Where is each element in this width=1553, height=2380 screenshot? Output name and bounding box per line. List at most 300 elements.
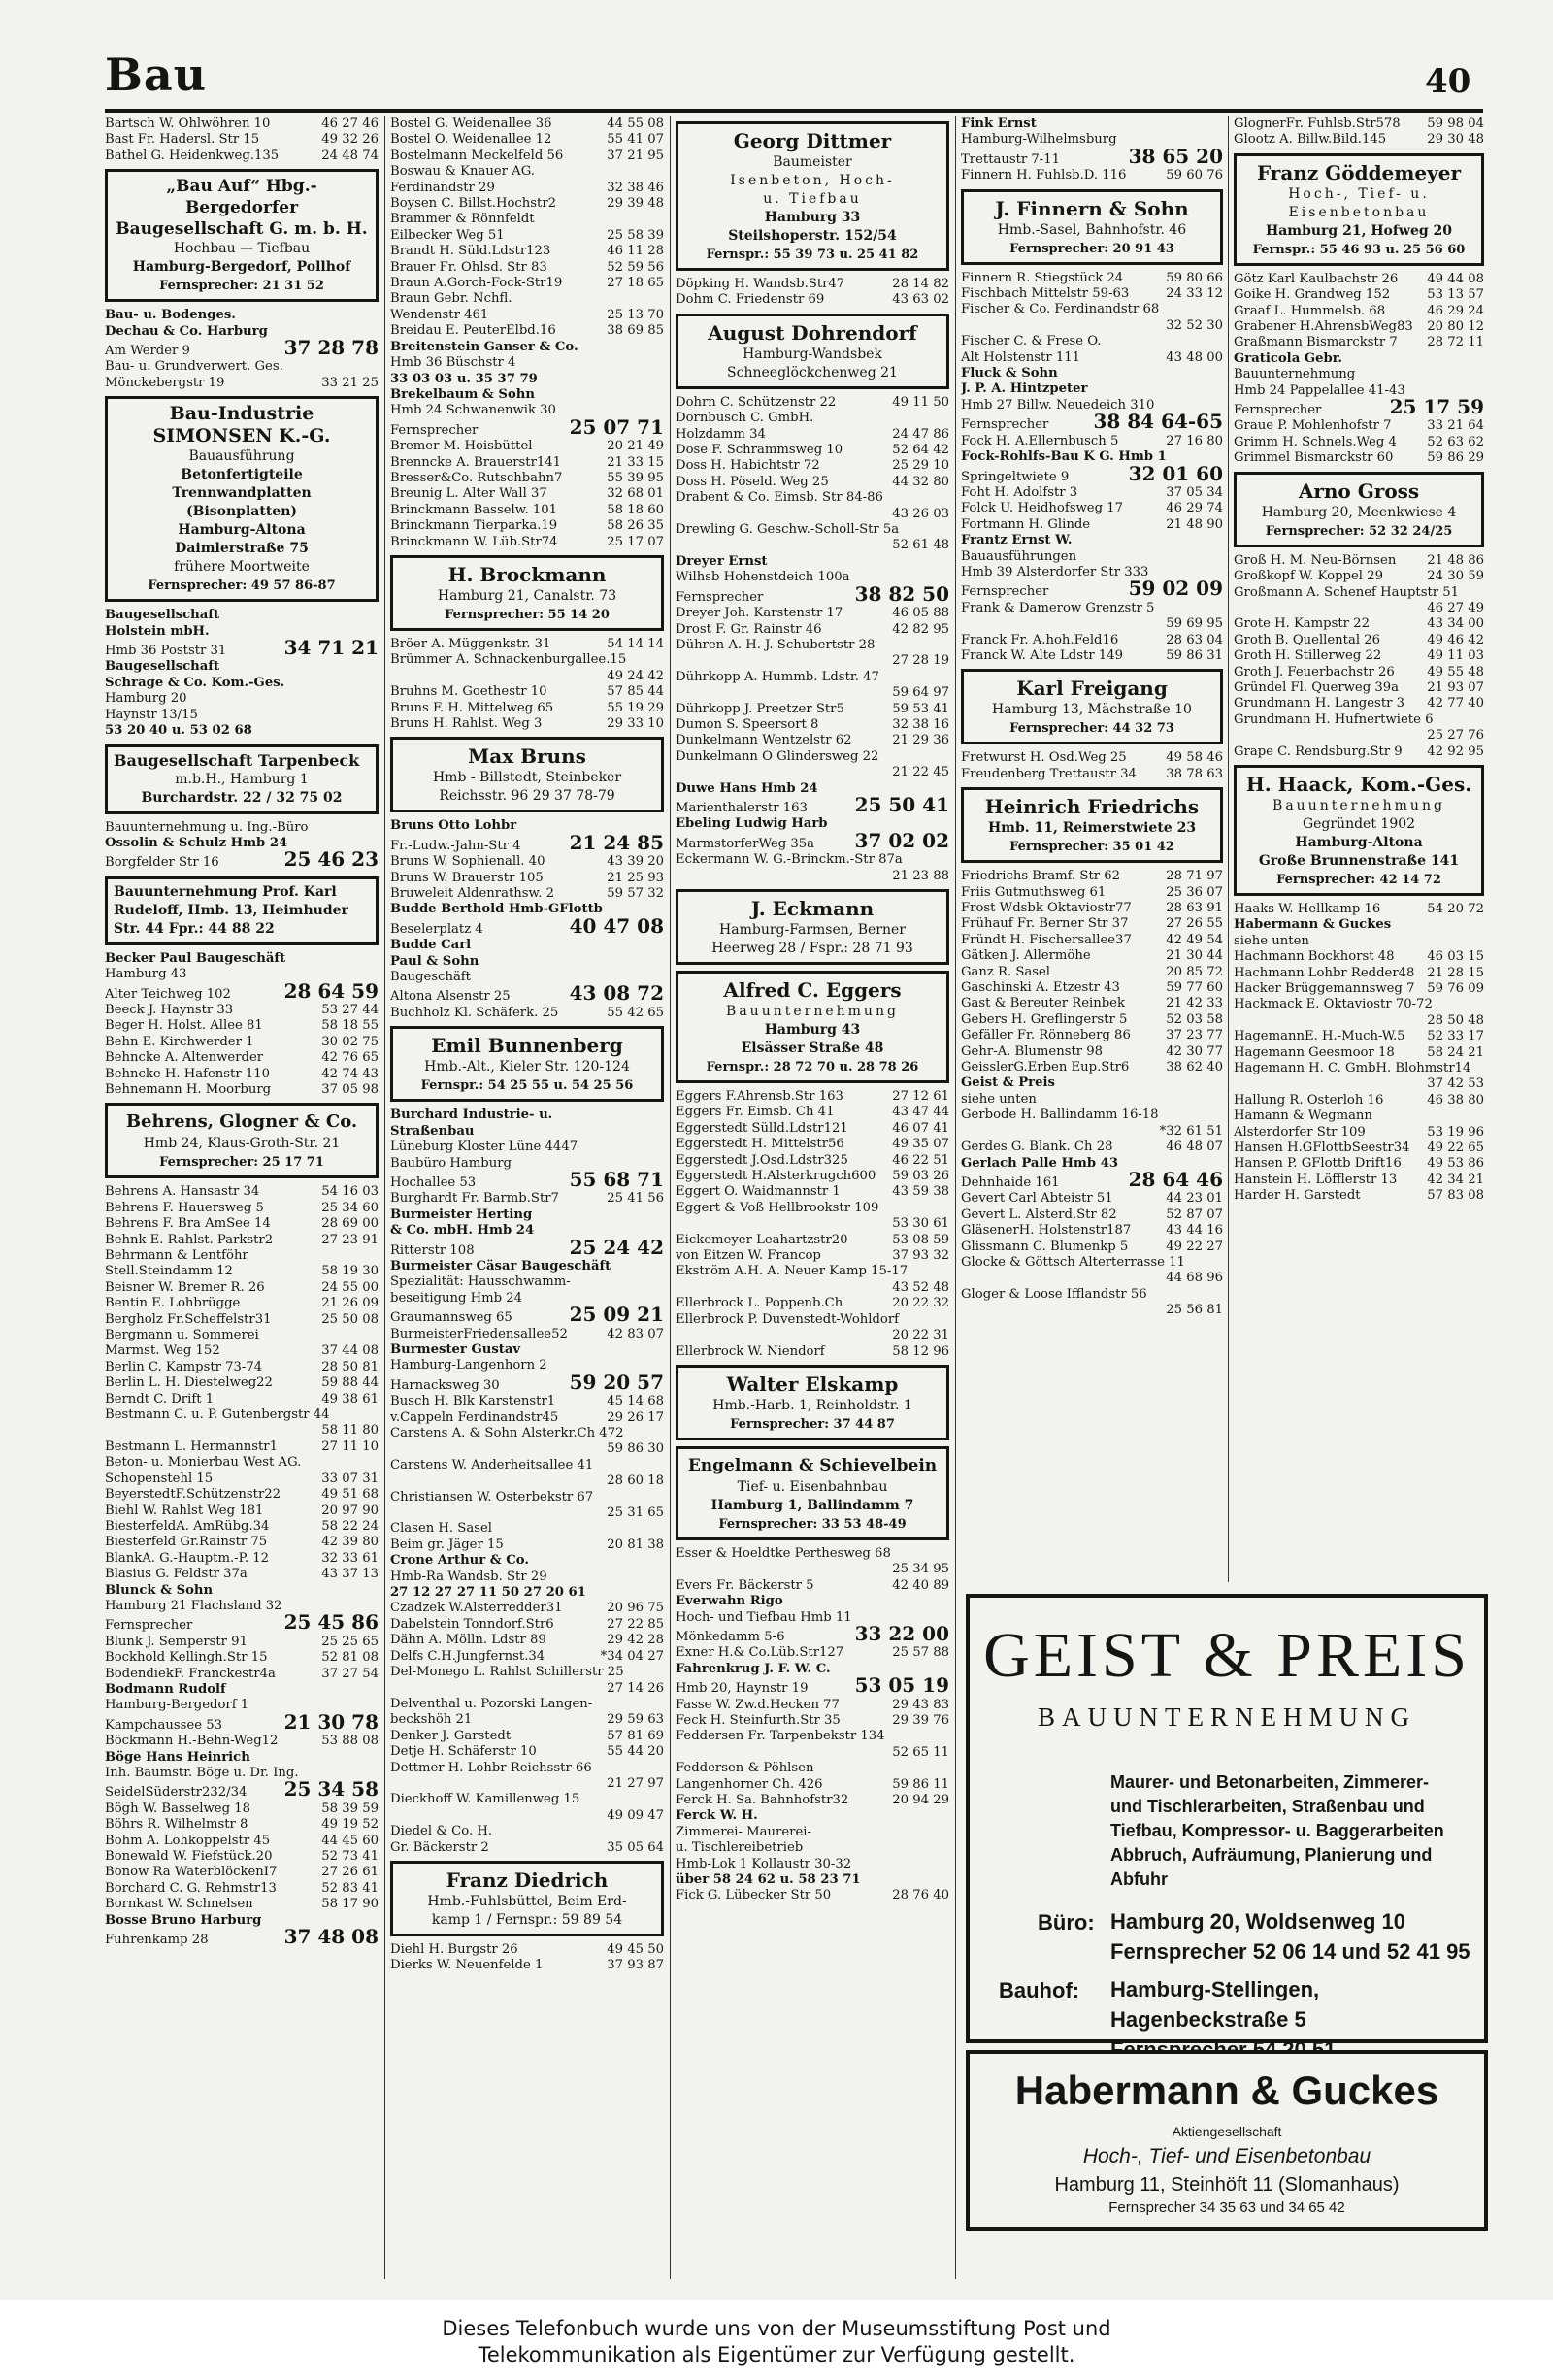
listing-phone: 20 96 75 <box>607 1601 664 1616</box>
listing-name: Hmb-Lok 1 Kollaustr 30-32 <box>676 1856 852 1871</box>
listing-entry <box>1234 383 1484 399</box>
listing-name: Bergmann u. Sommerei <box>105 1328 259 1343</box>
listing-entry <box>676 1857 949 1872</box>
listing-phone: 25 46 23 <box>283 851 379 872</box>
listing-phone: 49 46 42 <box>1427 632 1484 647</box>
listing-entry <box>390 716 664 732</box>
listing-entry <box>105 1003 379 1018</box>
listing-name: Hmb 27 Billw. Neuedeich 310 <box>961 397 1155 413</box>
listing-entry <box>105 1750 379 1766</box>
listing-name: GeisslerG.Erben Eup.Str6 <box>961 1060 1130 1075</box>
listing-phone: 49 11 03 <box>1427 648 1484 664</box>
listing-name: über 58 24 62 u. 58 23 71 <box>676 1872 861 1888</box>
listing-entry <box>105 1567 379 1582</box>
listing-name: Dehnhaide 161 <box>961 1174 1060 1190</box>
listing-phone: 21 27 97 <box>607 1775 664 1791</box>
listing-phone: 37 27 54 <box>321 1666 379 1681</box>
ad-engelmann-schievelbein: Engelmann & Schievelbein Tief- u. Eisenbahnbau Hamburg 1, Ballindamm 7 Fernsprecher: 33 53 48-49 <box>676 1446 949 1540</box>
listing-name: Kampchaussee 53 <box>105 1717 223 1733</box>
listing-phone: 49 55 48 <box>1427 664 1484 679</box>
listing-name: Bostel G. Weidenallee 36 <box>390 116 552 131</box>
listing-entry <box>390 886 664 902</box>
listing-name: Bruns W. Brauerstr 105 <box>390 870 544 885</box>
listing-entry <box>105 340 379 359</box>
listing-entry <box>105 1439 379 1455</box>
listing-entry <box>390 1744 664 1760</box>
listing-phone: 42 30 77 <box>1166 1043 1223 1059</box>
listing-phone: 43 52 48 <box>892 1279 949 1295</box>
listing-entry <box>390 355 664 371</box>
listing-entry <box>390 196 664 212</box>
listing-entry <box>1234 1188 1484 1204</box>
listing-name: Großmann A. Schenef Hauptstr 51 <box>1234 584 1460 600</box>
listing-name: Biesterfeld Gr.Rainstr 75 <box>105 1535 268 1550</box>
listing-name: Graticola Gebr. <box>1234 350 1343 366</box>
listing-entry <box>1234 601 1484 616</box>
listing-name: Inh. Baumstr. Böge u. Dr. Ing. <box>105 1766 299 1780</box>
listing-entry <box>390 701 664 716</box>
listing-phone: 54 20 72 <box>1427 901 1484 916</box>
listing-phone: 21 26 09 <box>321 1296 379 1311</box>
listing-entry <box>1234 367 1484 382</box>
listing-name: Fr.-Ludw.-Jahn-Str 4 <box>390 838 521 853</box>
listing-entry <box>676 554 949 570</box>
listing-entry <box>390 1306 664 1326</box>
listing-name: v.Cappeln Ferdinandstr45 <box>390 1409 559 1425</box>
listing-entry <box>676 606 949 621</box>
listing-entry <box>390 1156 664 1172</box>
listing-entry <box>676 1562 949 1577</box>
listing-name: Marmst. Weg 152 <box>105 1343 220 1359</box>
listing-name: Buchholz Kl. Schäferk. 25 <box>390 1005 559 1020</box>
listing-entry <box>105 1471 379 1487</box>
listing-name: Hmb 24 Pappelallee 41-43 <box>1234 382 1405 398</box>
listing-entry <box>676 586 949 606</box>
listing-phone: 32 01 60 <box>1128 465 1223 485</box>
listing-entry <box>390 419 664 439</box>
listing-name: Grundmann H. Hufnertwiete 6 <box>1234 711 1434 727</box>
listing-phone: 57 85 44 <box>607 684 664 700</box>
listing-name: Fink Ernst <box>961 116 1037 131</box>
listing-phone: 49 32 26 <box>321 132 379 148</box>
listing-name: Braun A.Gorch-Fock-Str19 <box>390 276 563 291</box>
entry-list <box>961 116 1223 184</box>
listing-name: Fernsprecher <box>390 422 479 438</box>
listing-entry <box>676 427 949 443</box>
listing-entry <box>390 1792 664 1807</box>
listing-name: Exner H.& Co.Lüb.Str127 <box>676 1645 844 1661</box>
listing-name: Eggert & Voß Hellbrookstr 109 <box>676 1200 879 1215</box>
listing-phone: 53 13 57 <box>1427 287 1484 303</box>
listing-name: Frost Wdsbk Oktaviostr77 <box>961 901 1132 915</box>
listing-phone: 21 25 93 <box>607 870 664 885</box>
listing-phone: 28 60 18 <box>607 1473 664 1489</box>
listing-phone: 55 42 65 <box>607 1005 664 1020</box>
listing-phone: 46 11 28 <box>607 244 664 259</box>
listing-name: Breidau E. PeuterElbd.16 <box>390 323 556 339</box>
listing-phone: 38 78 63 <box>1166 766 1223 781</box>
listing-entry <box>676 411 949 426</box>
listing-entry <box>676 1201 949 1216</box>
listing-entry <box>961 549 1223 565</box>
listing-name: Ferdinandstr 29 <box>390 180 495 195</box>
listing-entry <box>390 1006 664 1021</box>
listing-name: Alt Holstenstr 111 <box>961 349 1080 365</box>
listing-phone: 59 86 30 <box>607 1441 664 1457</box>
listing-phone: 52 87 07 <box>1166 1207 1223 1222</box>
listing-name: Hmb 36 Poststr 31 <box>105 644 227 659</box>
listing-entry <box>961 965 1223 980</box>
listing-phone: 25 13 70 <box>607 307 664 322</box>
listing-entry <box>961 501 1223 516</box>
ad-description: Maurer- und Betonarbeiten, Zimmerer- und Tischlerarbeiten, Straßenbau und Tiefbau, Kompressor- u. Baggerarbeiten Abbruch, Aufräumung, Planierung und Abfuhr <box>1110 1772 1444 1889</box>
listing-name: Fernsprecher <box>1234 403 1322 418</box>
listing-phone: 43 44 16 <box>1166 1223 1223 1239</box>
column-3 <box>676 116 949 2279</box>
listing-entry <box>676 1662 949 1677</box>
listing-entry <box>961 1060 1223 1075</box>
listing-name: Christiansen W. Osterbekstr 67 <box>390 1489 594 1504</box>
listing-entry <box>390 1426 664 1441</box>
listing-name: 33 03 03 u. 35 37 79 <box>390 371 538 386</box>
listing-phone: 53 05 19 <box>854 1677 949 1698</box>
listing-name: Wilhsb Hohenstdeich 100a <box>676 570 850 585</box>
listing-entry <box>390 1490 664 1505</box>
listing-name: Frantz Ernst W. <box>961 533 1073 548</box>
listing-entry <box>390 403 664 418</box>
listing-entry <box>105 951 379 967</box>
listing-name: Frank & Damerow Grenzstr 5 <box>961 600 1155 615</box>
listing-name: Ossolin & Schulz Hmb 24 <box>105 835 288 850</box>
listing-name: Haynstr 13/15 <box>105 707 198 722</box>
listing-name: & Co. mbH. Hmb 24 <box>390 1223 535 1239</box>
listing-phone: 59 86 31 <box>1166 647 1223 663</box>
listing-entry <box>676 1793 949 1808</box>
listing-entry <box>676 490 949 506</box>
listing-name: Fischer & Co. Ferdinandstr 68 <box>961 302 1160 317</box>
listing-entry <box>390 637 664 652</box>
listing-entry <box>105 1280 379 1296</box>
entry-list <box>1234 116 1484 149</box>
listing-name: Gerbode H. Ballindamm 16-18 <box>961 1107 1159 1123</box>
listing-name: Stell.Steindamm 12 <box>105 1264 233 1279</box>
listing-name: Bosse Bruno Harburg <box>105 1912 262 1928</box>
listing-entry <box>961 1044 1223 1060</box>
listing-name: Bestmann L. Hermannstr1 <box>105 1438 278 1454</box>
listing-entry <box>105 1849 379 1865</box>
listing-entry <box>105 1766 379 1781</box>
listing-entry <box>676 1233 949 1248</box>
listing-entry <box>961 948 1223 964</box>
listing-entry <box>676 1645 949 1661</box>
listing-entry <box>105 1881 379 1897</box>
listing-name: Gloger & Loose Ifflandstr 56 <box>961 1286 1147 1302</box>
listing-name: Carstens W. Anderheitsallee 41 <box>390 1457 594 1472</box>
listing-entry <box>676 1280 949 1296</box>
listing-phone: 29 43 83 <box>892 1697 949 1712</box>
listing-phone: 25 17 07 <box>607 534 664 549</box>
listing-entry <box>961 601 1223 616</box>
listing-entry <box>676 1248 949 1264</box>
listing-phone: 37 44 08 <box>321 1343 379 1359</box>
listing-name: Bathel G. Heidenkweg.135 <box>105 148 280 163</box>
listing-name: Doss H. Habichtstr 72 <box>676 458 820 474</box>
listing-name: Am Werder 9 <box>105 344 190 359</box>
listing-name: Bruweleit Aldenrathsw. 2 <box>390 886 555 902</box>
listing-entry <box>676 570 949 585</box>
listing-entry <box>390 1665 664 1680</box>
listing-phone: 25 56 81 <box>1166 1303 1223 1318</box>
listing-phone: 29 33 10 <box>607 716 664 731</box>
listing-entry <box>390 954 664 970</box>
listing-name: Berlin L. H. Diestelweg22 <box>105 1375 273 1391</box>
listing-entry <box>961 381 1223 397</box>
listing-name: Dühren A. H. J. Schubertstr 28 <box>676 637 876 652</box>
listing-name: BodendiekF. Franckestr4a <box>105 1666 276 1681</box>
listing-name: Bergholz Fr.Scheffelstr31 <box>105 1311 272 1327</box>
listing-phone: 29 42 28 <box>607 1633 664 1648</box>
listing-phone: 49 44 08 <box>1427 271 1484 286</box>
listing-name: Feddersen Fr. Tarpenbekstr 134 <box>676 1729 885 1744</box>
ad-brockmann: H. Brockmann Hamburg 21, Canalstr. 73 Fernsprecher: 55 14 20 <box>390 555 664 631</box>
listing-entry <box>105 1343 379 1359</box>
listing-entry <box>390 1712 664 1728</box>
listing-name: Trettaustr 7-11 <box>961 151 1061 167</box>
listing-phone: 44 32 80 <box>892 474 949 489</box>
listing-entry <box>1234 616 1484 632</box>
listing-name: Burmeister Cäsar Baugeschäft <box>390 1258 611 1273</box>
listing-entry <box>961 1028 1223 1043</box>
listing-phone: 42 82 95 <box>892 621 949 637</box>
listing-entry <box>676 622 949 638</box>
listing-name: Behrmann & Lentföhr <box>105 1248 248 1263</box>
listing-entry <box>961 398 1223 413</box>
listing-name: Dunkelmann O Glindersweg 22 <box>676 748 879 764</box>
listing-phone: 21 28 15 <box>1427 965 1484 980</box>
listing-phone: 43 08 72 <box>569 985 664 1006</box>
listing-phone: 28 50 81 <box>321 1359 379 1374</box>
listing-entry <box>961 271 1223 286</box>
listing-phone: 58 24 21 <box>1427 1044 1484 1060</box>
listing-phone: 58 17 90 <box>321 1897 379 1912</box>
listing-name: Dähn A. Mölln. Ldstr 89 <box>390 1633 546 1648</box>
listing-entry <box>105 1035 379 1050</box>
ad-dohrendorf: August Dohrendorf Hamburg-Wandsbek Schneeglöckchenweg 21 <box>676 314 949 389</box>
listing-phone: 33 22 00 <box>854 1625 949 1645</box>
listing-name: Drabent & Co. Eimsb. Str 84-86 <box>676 490 883 506</box>
listing-phone: 28 50 48 <box>1427 1012 1484 1028</box>
listing-entry <box>676 292 949 308</box>
listing-entry <box>1234 744 1484 760</box>
listing-entry <box>961 318 1223 334</box>
listing-entry <box>1234 1061 1484 1076</box>
listing-name: HagemannE. H.-Much-W.5 <box>1234 1029 1405 1044</box>
listing-phone: 57 81 69 <box>607 1728 664 1743</box>
listing-name: Freudenberg Trettaustr 34 <box>961 766 1137 781</box>
entry-list <box>961 750 1223 782</box>
listing-entry <box>105 1635 379 1650</box>
listing-entry <box>390 1729 664 1744</box>
listing-entry <box>105 1698 379 1713</box>
listing-name: Folck U. Heidhofsweg 17 <box>961 501 1123 516</box>
listing-name: Bostelmann Meckelfeld 56 <box>390 148 564 163</box>
listing-entry <box>390 1601 664 1616</box>
listing-entry <box>676 1594 949 1609</box>
listing-entry <box>961 1172 1223 1191</box>
listing-entry <box>676 749 949 765</box>
listing-phone: 52 59 56 <box>607 259 664 275</box>
listing-entry <box>1234 696 1484 711</box>
listing-phone: 20 81 38 <box>607 1537 664 1552</box>
listing-entry <box>1234 648 1484 664</box>
section-heading: Bau <box>105 49 208 101</box>
listing-name: Hachmann Lohbr Redder48 <box>1234 965 1415 980</box>
listing-entry <box>390 1172 664 1191</box>
listing-name: Berndt C. Drift 1 <box>105 1391 215 1406</box>
listing-phone: 37 93 32 <box>892 1248 949 1264</box>
entry-list <box>961 869 1223 1318</box>
listing-name: Hagemann Geesmoor 18 <box>1234 1044 1395 1060</box>
listing-phone: 20 80 12 <box>1427 319 1484 335</box>
listing-phone: 21 33 15 <box>607 454 664 470</box>
listing-name: Boswau & Knauer AG. <box>390 164 535 180</box>
entry-list <box>961 271 1223 665</box>
listing-name: Brinckmann Basselw. 101 <box>390 502 558 517</box>
listing-entry <box>390 985 664 1005</box>
listing-phone: 58 39 59 <box>321 1801 379 1816</box>
listing-phone: 25 07 71 <box>569 418 664 439</box>
listing-phone: 43 34 00 <box>1427 616 1484 632</box>
listing-entry <box>676 1328 949 1343</box>
entry-list <box>390 818 664 1021</box>
listing-entry <box>105 608 379 623</box>
listing-entry <box>105 1781 379 1801</box>
listing-entry <box>961 350 1223 366</box>
listing-name: Hamburg-Wilhelmsburg <box>961 132 1117 148</box>
listing-name: GlognerFr. Fuhlsb.Str578 <box>1234 116 1401 131</box>
listing-entry <box>390 1617 664 1633</box>
listing-entry <box>390 1240 664 1259</box>
listing-entry <box>961 1124 1223 1140</box>
listing-entry <box>676 1169 949 1184</box>
listing-name: Gast & Bereuter Reinbek <box>961 996 1125 1011</box>
listing-entry <box>105 691 379 707</box>
listing-phone: 44 68 96 <box>1166 1271 1223 1286</box>
listing-phone: 57 83 08 <box>1427 1188 1484 1204</box>
ad-max-bruns: Max Bruns Hmb - Billstedt, Steinbeker Reichsstr. 96 29 37 78-79 <box>390 737 664 812</box>
listing-entry <box>105 1519 379 1535</box>
listing-entry <box>1234 418 1484 434</box>
listing-entry <box>390 1191 664 1207</box>
listing-name: Spezialität: Hausschwamm- <box>390 1274 571 1290</box>
column-1 <box>105 116 379 2279</box>
listing-entry <box>390 902 664 917</box>
listing-name: Groß H. M. Neu-Börnsen <box>1234 552 1397 568</box>
listing-name: Blasius G. Feldstr 37a <box>105 1567 248 1582</box>
listing-entry <box>676 1105 949 1120</box>
listing-name: Gerlach Palle Hmb 43 <box>961 1155 1119 1171</box>
listing-phone: 37 05 34 <box>1166 484 1223 500</box>
listing-name: Carstens A. & Sohn Alsterkr.Ch 472 <box>390 1426 624 1440</box>
listing-name: Del-Monego L. Rahlst Schillerstr 25 <box>390 1665 624 1680</box>
listing-entry <box>961 1240 1223 1255</box>
listing-phone: 53 27 44 <box>321 1002 379 1017</box>
listing-name: Bauunternehmung u. Ing.-Büro <box>105 819 309 835</box>
listing-phone: 25 09 21 <box>569 1306 664 1327</box>
listing-phone: 37 21 95 <box>607 148 664 163</box>
listing-phone: 59 80 66 <box>1166 270 1223 285</box>
listing-phone: 21 93 07 <box>1427 679 1484 695</box>
listing-name: Dornbusch C. GmbH. <box>676 411 814 426</box>
listing-name: Gebers H. Greflingerstr 5 <box>961 1011 1128 1027</box>
listing-name: Geist & Preis <box>961 1075 1055 1091</box>
ad-dittmer: Georg Dittmer Baumeister Isenbeton, Hoch- u. Tiefbau Hamburg 33 Steilshoperstr. 152/54 Fernspr.: 55 39 73 u. 25 41 82 <box>676 121 949 271</box>
listing-phone: 52 81 08 <box>321 1650 379 1666</box>
listing-phone: 21 30 44 <box>1166 948 1223 964</box>
listing-phone: 27 26 61 <box>321 1865 379 1880</box>
listing-phone: 59 03 26 <box>892 1169 949 1184</box>
listing-entry <box>961 616 1223 632</box>
listing-phone: 59 20 57 <box>569 1373 664 1394</box>
listing-phone: 46 07 41 <box>892 1120 949 1136</box>
listing-phone: 55 68 71 <box>569 1171 664 1191</box>
listing-entry <box>676 765 949 780</box>
listing-phone: 55 19 29 <box>607 700 664 715</box>
listing-entry <box>1234 633 1484 648</box>
listing-name: Baugesellschaft <box>105 608 220 623</box>
listing-entry <box>105 851 379 871</box>
listing-name: Eilbecker Weg 51 <box>390 227 505 243</box>
listing-phone: 25 45 86 <box>283 1614 379 1635</box>
listing-phone: 43 59 38 <box>892 1184 949 1200</box>
ad-finnern-sohn: J. Finnern & Sohn Hmb.-Sasel, Bahnhofstr. 46 Fernsprecher: 20 91 43 <box>961 189 1223 265</box>
listing-entry <box>105 1392 379 1407</box>
listing-phone: 25 57 88 <box>892 1645 949 1661</box>
listing-entry <box>390 684 664 700</box>
listing-phone: 43 48 00 <box>1166 349 1223 365</box>
listing-phone: 38 82 50 <box>854 585 949 606</box>
listing-name: Baubüro Hamburg <box>390 1155 512 1171</box>
listing-phone: 25 36 07 <box>1166 884 1223 900</box>
listing-entry <box>676 1546 949 1562</box>
listing-name: Fock H. A.Ellernbusch 5 <box>961 433 1119 448</box>
column-divider <box>384 116 385 2279</box>
listing-name: Doss H. Pöseld. Weg 25 <box>676 474 829 489</box>
listing-name: Gehr-A. Blumenstr 98 <box>961 1043 1104 1059</box>
listing-name: Gaschinski A. Etzestr 43 <box>961 980 1120 996</box>
listing-phone: 59 86 11 <box>892 1776 949 1792</box>
ad-tarpenbeck: Baugesellschaft Tarpenbeck m.b.H., Hamburg 1 Burchardstr. 22 / 32 75 02 <box>105 744 379 814</box>
listing-entry <box>676 781 949 797</box>
listing-name: Hacker Brüggemannsweg 7 <box>1234 981 1415 996</box>
listing-phone: 21 24 85 <box>569 834 664 854</box>
listing-phone: 49 09 47 <box>607 1807 664 1823</box>
listing-entry <box>1234 1140 1484 1156</box>
listing-entry <box>1234 287 1484 303</box>
listing-name: Dreyer Ernst <box>676 553 768 569</box>
listing-name: Czadzek W.Alsterredder31 <box>390 1601 563 1616</box>
listing-name: Eggerstedt H. Mittelstr56 <box>676 1137 844 1152</box>
listing-entry <box>961 1223 1223 1239</box>
listing-name: Bast Fr. Hadersl. Str 15 <box>105 132 260 148</box>
listing-entry <box>1234 1045 1484 1061</box>
yard-address: Hamburg-Stellingen, Hagenbeckstraße 5 <box>1110 1977 1320 2032</box>
listing-entry <box>676 1153 949 1169</box>
ad-arno-gross: Arno Gross Hamburg 20, Meenkwiese 4 Fernsprecher: 52 32 24/25 <box>1234 472 1484 547</box>
listing-entry <box>390 308 664 323</box>
listing-phone: 30 02 75 <box>321 1034 379 1049</box>
listing-name: Budde Carl <box>390 938 472 953</box>
